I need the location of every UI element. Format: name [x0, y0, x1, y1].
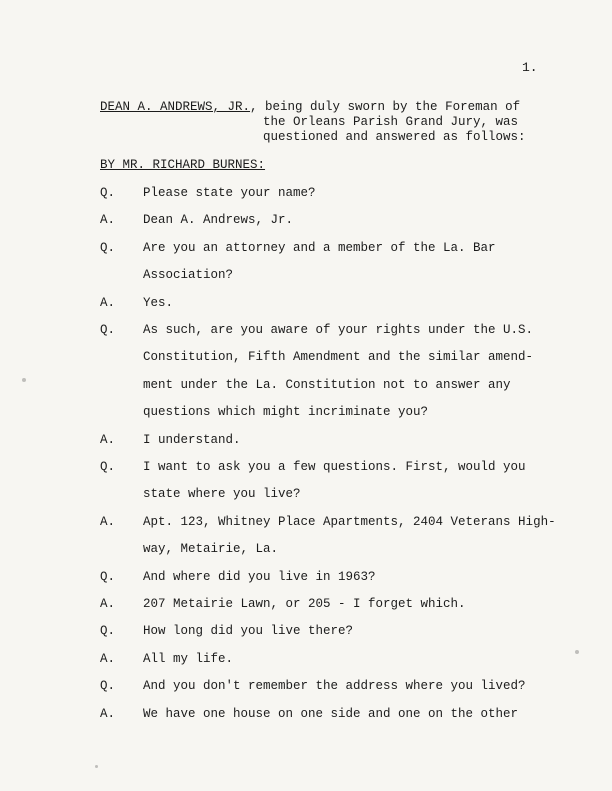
speaker-label: Q.	[100, 569, 116, 584]
transcript-text: I want to ask you a few questions. First, would you	[143, 460, 526, 474]
transcript-text: And you don't remember the address where you lived?	[143, 679, 526, 694]
page-number: 1.	[522, 60, 538, 75]
transcript-text: And where did you live in 1963?	[143, 569, 376, 584]
scan-speck	[22, 378, 26, 382]
transcript-text: Association?	[143, 268, 234, 283]
transcript-text: 207 Metairie Lawn, or 205 - I forget which.	[143, 597, 466, 611]
transcript-text: All my life.	[143, 651, 234, 666]
scan-speck	[95, 765, 98, 768]
transcript-text: We have one house on one side and one on the other	[143, 706, 519, 721]
speaker-label: A.	[100, 651, 116, 666]
speaker-label: Q.	[100, 240, 116, 255]
speaker-label: A.	[100, 514, 116, 529]
speaker-label: A.	[100, 213, 116, 228]
speaker-label: Q.	[100, 624, 116, 639]
transcript-text: way, Metairie, La.	[143, 542, 279, 557]
transcript-text: questions which might incriminate you?	[143, 405, 429, 420]
examiner-heading: BY MR. RICHARD BURNES:	[100, 158, 266, 172]
intro-paragraph	[100, 100, 526, 145]
speaker-label: Q.	[100, 323, 116, 337]
speaker-label: A.	[100, 432, 116, 447]
transcript-text: state where you live?	[143, 487, 301, 502]
speaker-label: Q.	[100, 460, 116, 474]
transcript-text: Are you an attorney and a member of the La. Bar	[143, 240, 496, 255]
intro-line-1-rest: , being duly sworn by the Foreman of	[250, 100, 521, 114]
transcript-text: Constitution, Fifth Amendment and the similar amend-	[143, 350, 534, 365]
transcript-text: As such, are you aware of your rights under the U.S.	[143, 323, 534, 337]
transcript-text: I understand.	[143, 432, 241, 447]
transcript-text: ment under the La. Constitution not to answer any	[143, 377, 511, 392]
speaker-label: Q.	[100, 186, 116, 200]
speaker-label: A.	[100, 706, 116, 721]
witness-name: DEAN A. ANDREWS, JR.	[100, 100, 251, 114]
transcript-text: Yes.	[143, 295, 174, 310]
intro-line-1	[100, 100, 526, 115]
scan-speck	[575, 650, 579, 654]
speaker-label: Q.	[100, 679, 116, 694]
speaker-label: A.	[100, 597, 116, 611]
speaker-label: A.	[100, 295, 116, 310]
intro-line-2: the Orleans Parish Grand Jury, was	[263, 115, 519, 129]
transcript-text: Please state your name?	[143, 186, 316, 200]
transcript-text: Apt. 123, Whitney Place Apartments, 2404 Veterans High-	[143, 514, 556, 529]
transcript-text: Dean A. Andrews, Jr.	[143, 213, 294, 228]
transcript-text: How long did you live there?	[143, 624, 354, 639]
intro-line-3: questioned and answered as follows:	[263, 130, 526, 144]
